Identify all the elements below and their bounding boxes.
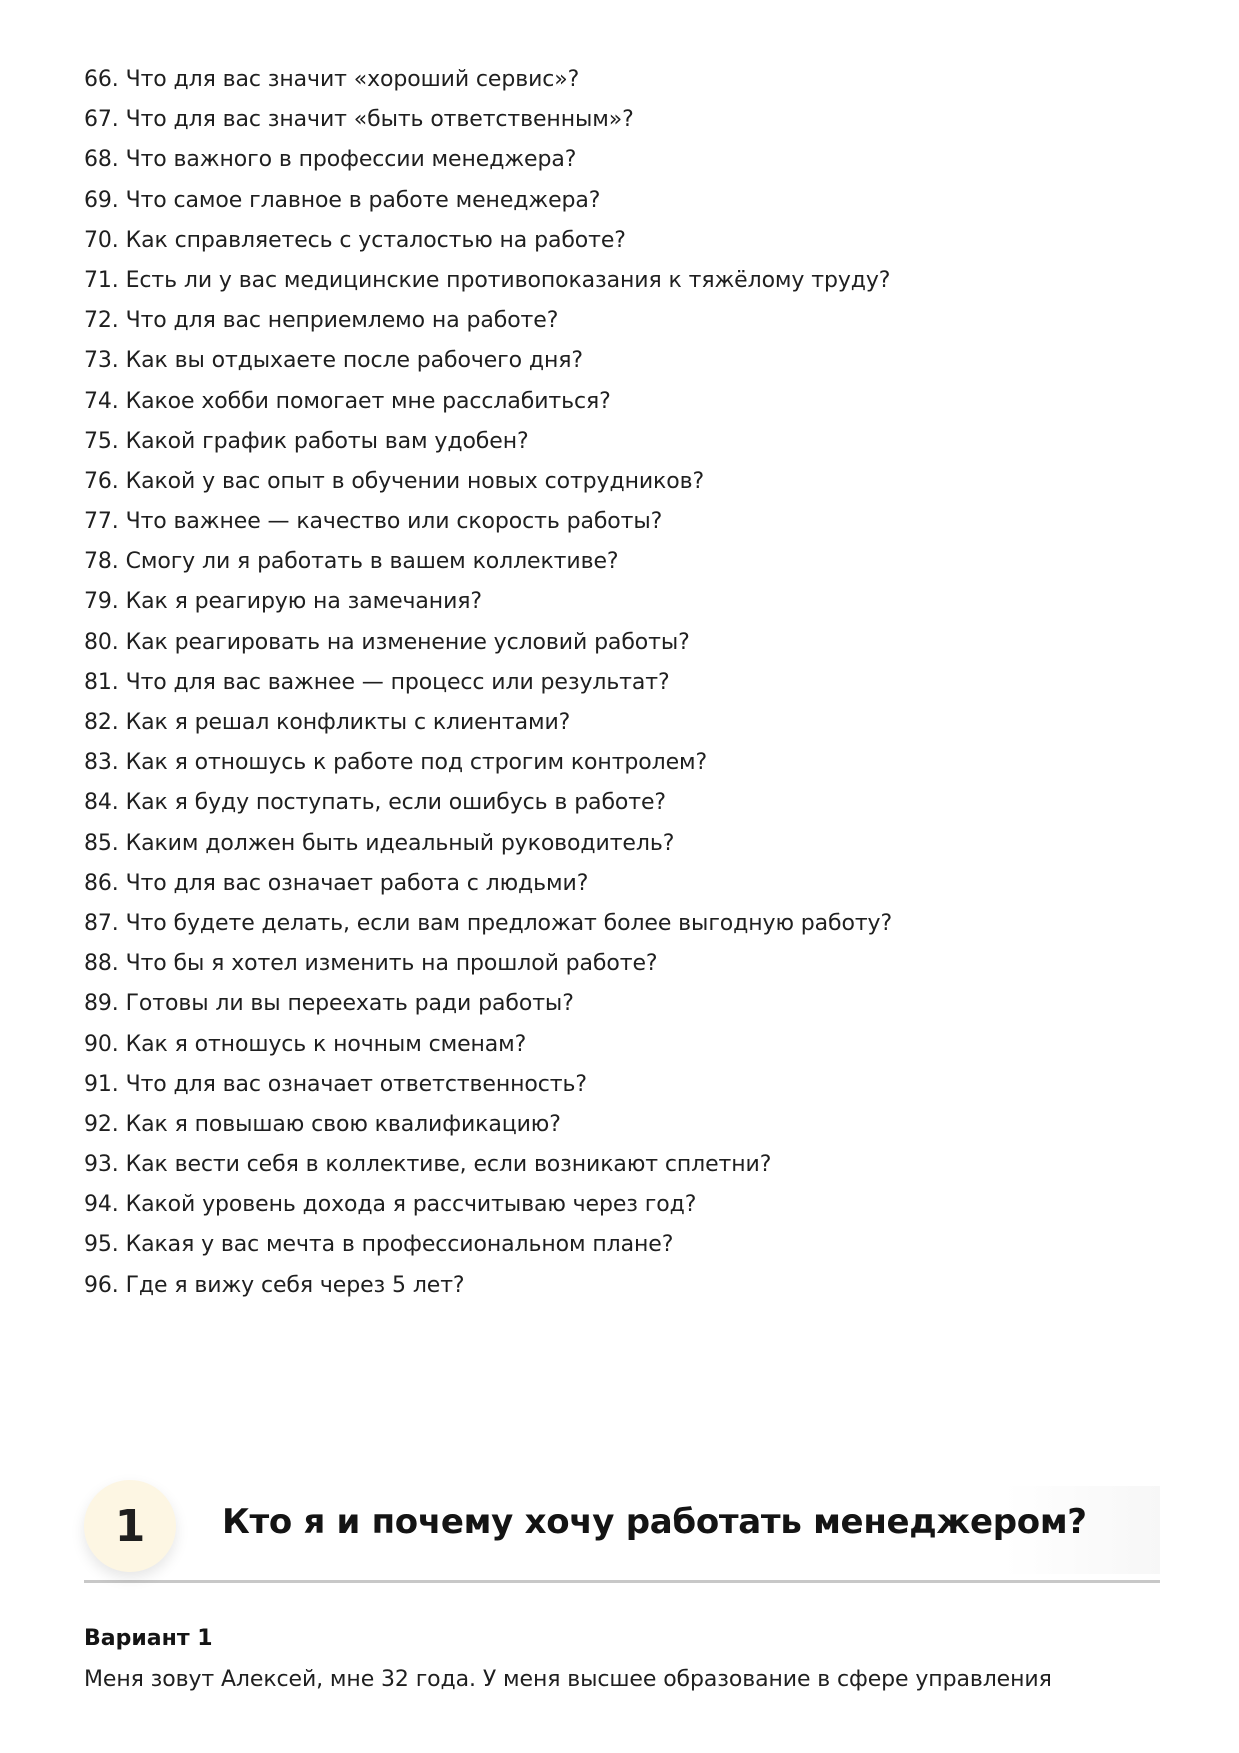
question-text: Что для вас означает работа с людьми? — [125, 870, 589, 896]
question-text: Какой уровень дохода я рассчитываю через год? — [125, 1192, 697, 1218]
question-text: Как вы отдыхаете после рабочего дня? — [125, 348, 583, 374]
question-number: 80 . — [84, 623, 126, 663]
question-item — [84, 1266, 892, 1306]
question-item — [84, 100, 892, 140]
question-item — [84, 301, 892, 341]
question-item — [84, 582, 892, 622]
question-text: Как я повышаю свою квалификацию? — [125, 1111, 561, 1137]
section-title: Кто я и почему хочу работать менеджером? — [222, 1502, 1087, 1542]
question-text: Как справляетесь с усталостью на работе? — [125, 227, 626, 253]
question-number: 72 . — [84, 301, 126, 341]
question-number: 70 . — [84, 221, 126, 261]
question-text: Что бы я хотел изменить на прошлой работе? — [125, 951, 658, 977]
question-number: 93 . — [84, 1145, 126, 1185]
question-text: Что будете делать, если вам предложат более выгодную работу? — [125, 910, 893, 936]
question-text: Какое хобби помогает мне расслабиться? — [125, 388, 611, 414]
question-text: Как реагировать на изменение условий работы? — [125, 629, 690, 655]
question-text: Какая у вас мечта в профессиональном плане? — [125, 1232, 674, 1258]
question-number: 68 . — [84, 140, 126, 180]
question-number: 69 . — [84, 181, 126, 221]
question-item — [84, 261, 892, 301]
question-number: 77 . — [84, 502, 126, 542]
question-list — [84, 60, 892, 1306]
question-number: 87 . — [84, 904, 126, 944]
question-item — [84, 1105, 892, 1145]
section-number-badge: 1 — [84, 1480, 176, 1572]
variant-label: Вариант 1 — [84, 1626, 213, 1651]
question-item — [84, 382, 892, 422]
question-number: 96 . — [84, 1266, 126, 1306]
section-header — [84, 1480, 1160, 1583]
question-text: Что для вас значит «быть ответственным»? — [125, 107, 634, 133]
question-item — [84, 502, 892, 542]
question-item — [84, 60, 892, 100]
question-item — [84, 422, 892, 462]
question-text: Готовы ли вы переехать ради работы? — [125, 991, 574, 1017]
question-text: Что для вас неприемлемо на работе? — [125, 308, 559, 334]
question-text: Что для вас значит «хороший сервис»? — [125, 67, 580, 92]
question-number: 82 . — [84, 703, 126, 743]
question-number: 75 . — [84, 422, 126, 462]
question-item — [84, 663, 892, 703]
question-text: Что для вас важнее — процесс или результат? — [125, 669, 670, 695]
variant-text: Меня зовут Алексей, мне 32 года. У меня высшее образование в сфере управления — [84, 1667, 1052, 1692]
question-text: Как вести себя в коллективе, если возникают сплетни? — [125, 1152, 772, 1178]
question-number: 84 . — [84, 783, 126, 823]
question-item — [84, 904, 892, 944]
question-item — [84, 864, 892, 904]
question-text: Как я отношусь к работе под строгим контролем? — [125, 750, 708, 776]
question-text: Каким должен быть идеальный руководитель? — [125, 830, 675, 856]
question-item — [84, 341, 892, 381]
question-text: Как я реагирую на замечания? — [125, 589, 482, 615]
question-item — [84, 944, 892, 984]
question-text: Есть ли у вас медицинские противопоказания к тяжёлому труду? — [125, 267, 891, 293]
question-number: 66 . — [84, 60, 126, 100]
question-number: 76 . — [84, 462, 126, 502]
question-number: 90 . — [84, 1025, 126, 1065]
question-item — [84, 703, 892, 743]
question-item — [84, 1145, 892, 1185]
question-number: 92 . — [84, 1105, 126, 1145]
question-number: 86 . — [84, 864, 126, 904]
question-number: 79 . — [84, 582, 126, 622]
question-number: 89 . — [84, 984, 126, 1024]
question-item — [84, 140, 892, 180]
question-number: 74 . — [84, 382, 126, 422]
question-item — [84, 181, 892, 221]
question-item — [84, 1065, 892, 1105]
question-text: Какой график работы вам удобен? — [125, 428, 529, 454]
question-text: Что важного в профессии менеджера? — [125, 147, 577, 173]
question-item — [84, 824, 892, 864]
question-number: 83 . — [84, 743, 126, 783]
question-number: 95 . — [84, 1225, 126, 1265]
question-text: Смогу ли я работать в вашем коллективе? — [125, 549, 619, 575]
question-number: 78 . — [84, 542, 126, 582]
question-number: 73 . — [84, 341, 126, 381]
question-number: 67 . — [84, 100, 126, 140]
question-number: 85 . — [84, 824, 126, 864]
question-item — [84, 462, 892, 502]
question-text: Что важнее — качество или скорость работы? — [125, 509, 663, 535]
question-item — [84, 221, 892, 261]
question-item — [84, 984, 892, 1024]
question-item — [84, 1225, 892, 1265]
question-text: Как я буду поступать, если ошибусь в работе? — [125, 790, 666, 816]
question-item — [84, 1025, 892, 1065]
question-item — [84, 783, 892, 823]
question-text: Как я отношусь к ночным сменам? — [125, 1031, 527, 1057]
question-item — [84, 623, 892, 663]
question-item — [84, 743, 892, 783]
question-number: 91 . — [84, 1065, 126, 1105]
question-number: 94 . — [84, 1185, 126, 1225]
question-number: 88 . — [84, 944, 126, 984]
question-text: Что для вас означает ответственность? — [125, 1071, 587, 1097]
question-number: 81 . — [84, 663, 126, 703]
question-item — [84, 542, 892, 582]
question-text: Как я решал конфликты с клиентами? — [125, 710, 571, 735]
question-item — [84, 1185, 892, 1225]
question-text: Где я вижу себя через 5 лет? — [125, 1272, 465, 1298]
question-text: Что самое главное в работе менеджера? — [125, 187, 601, 213]
question-number: 71 . — [84, 261, 126, 301]
question-text: Какой у вас опыт в обучении новых сотрудников? — [125, 468, 705, 494]
